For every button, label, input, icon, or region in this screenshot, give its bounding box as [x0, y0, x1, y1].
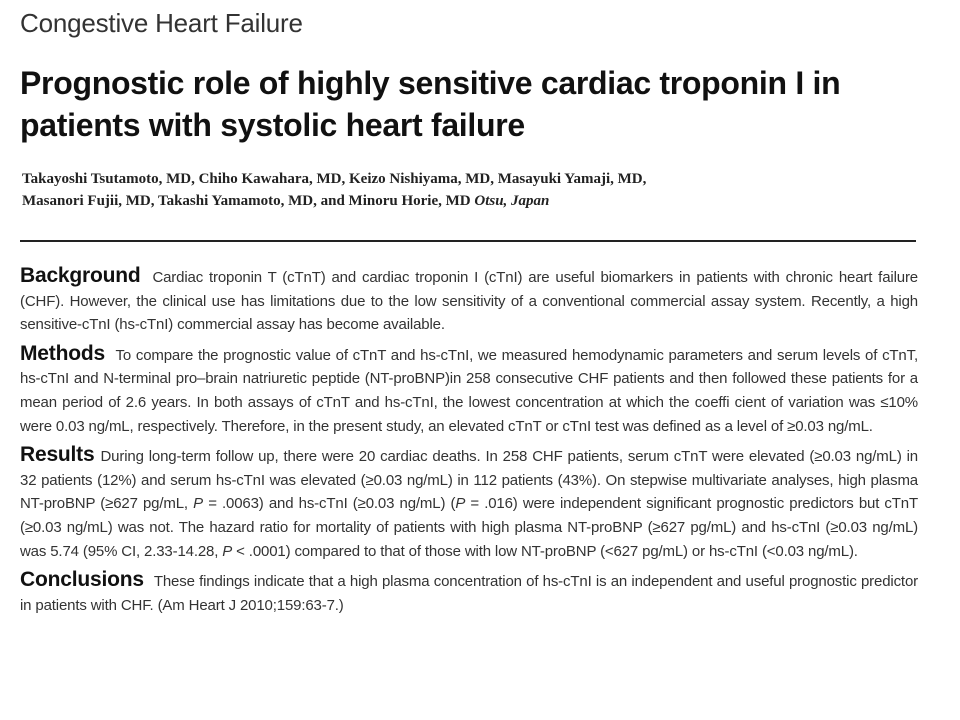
abstract-results [20, 443, 918, 563]
abstract [20, 264, 918, 622]
abstract-background [20, 264, 918, 337]
conclusions-heading: Conclusions [20, 568, 144, 592]
background-text: Cardiac troponin T (cTnT) and cardiac troponin I (cTnI) are useful biomarkers in patients with chronic heart failure (CHF). However, the clinical use has limitations due to the low sensitivity of a conventional commercial assay system. Recently, a high sensitive-cTnI (hs-cTnI) commercial assay has become available. [20, 269, 918, 334]
methods-heading: Methods [20, 341, 105, 365]
results-p-2: P [455, 495, 466, 513]
article-title: Prognostic role of highly sensitive cardiac troponin I in patients with systolic heart failure [20, 65, 841, 143]
abstract-methods [20, 342, 918, 438]
section-label: Congestive Heart Failure [20, 8, 303, 38]
results-text-2: = .0063) and hs-cTnI (≥0.03 ng/mL) ( [203, 495, 456, 513]
results-text-4: < .0001) compared to that of those with low NT-proBNP (<627 pg/mL) or hs-cTnI (<0.03 ng/mL). [232, 542, 858, 560]
author-list [22, 168, 922, 212]
methods-text: To compare the prognostic value of cTnT and hs-cTnI, we measured hemodynamic parameters and serum levels of cTnT, hs-cTnI and N-terminal pro–brain natriuretic peptide (NT-proBNP)in 258 consecutive CHF patients and then followed these patients for a mean period of 2.6 years. In both assays of cTnT and hs-cTnI, the lowest concentration at which the coeffi cient of variation was ≤10% were 0.03 ng/mL, respectively. Therefore, in the present study, an elevated cTnT or cTnI test was defined as a level of ≥0.03 ng/mL. [20, 346, 918, 435]
results-text-3: = .016) were independent significant prognostic predictors but cTnT (≥0.03 ng/mL) was not. The hazard ratio for mortality of patients with high plasma NT-proBNP (≥627 pg/mL) and hs-cTnI (≥0.03 ng/mL) was 5.74 (95% CI, 2.33-14.28, [20, 495, 918, 560]
results-p-3: P [222, 542, 233, 560]
author-names-2: Masanori Fujii, MD, Takashi Yamamoto, MD, and Minoru Horie, MD [22, 193, 471, 209]
author-line-2 [22, 190, 922, 212]
author-location: Otsu, Japan [474, 193, 550, 209]
conclusions-text: These findings indicate that a high plasma concentration of hs-cTnI is an independent and useful prognostic predictor in patients with CHF. (Am Heart J 2010;159:63-7.) [20, 573, 918, 614]
results-p-1: P [193, 495, 203, 513]
author-line-1: Takayoshi Tsutamoto, MD, Chiho Kawahara, MD, Keizo Nishiyama, MD, Masayuki Yamaji, MD, [22, 171, 647, 187]
abstract-conclusions [20, 568, 918, 617]
background-heading: Background [20, 264, 141, 287]
results-text-1: During long-term follow up, there were 20 cardiac deaths. In 258 CHF patients, serum cTnT were elevated (≥0.03 ng/mL) in 32 patients (12%) and serum hs-cTnI was elevated (≥0.03 ng/mL) in 112 patients (43%). On stepwise multivariate analyses, high plasma NT-proBNP (≥627 pg/mL, [20, 448, 918, 513]
divider-rule [20, 240, 916, 242]
results-heading: Results [20, 443, 95, 467]
